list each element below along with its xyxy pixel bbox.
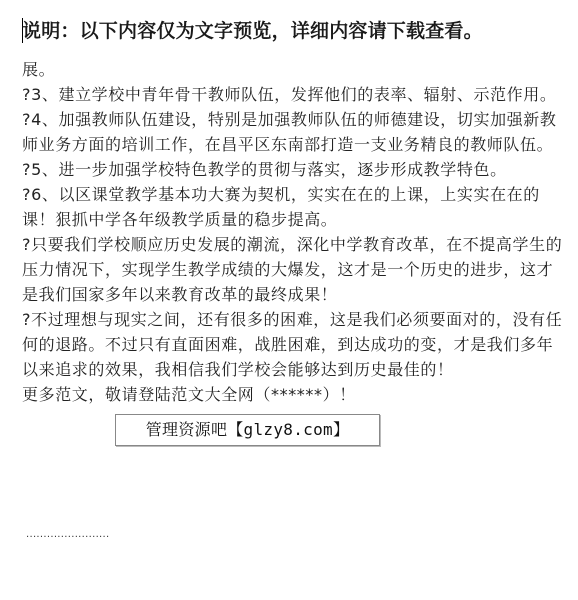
paragraph-more-link: 更多范文，敬请登陆范文大全网（******）！: [22, 385, 356, 404]
paragraph-reform: ?只要我们学校顺应历史发展的潮流，深化中学教育改革，在不提高学生的压力情况下，实现学生教学成绩的大爆发，这才是一个历史的进步，这才是我们国家多年以来教育改革的最终成果！: [22, 235, 563, 304]
dotted-separator: ························: [26, 535, 110, 541]
paragraph-difficulties: ?不过理想与现实之间，还有很多的困难，这是我们必须要面对的，没有任何的退路。不过只有直面困难，战胜困难，到达成功的变，才是我们多年以来追求的效果，我相信我们学校会能够达到历史最佳的！: [22, 310, 563, 379]
paragraph-item-4: ?4、加强教师队伍建设，特别是加强教师队伍的师德建设，切实加强新教师业务方面的培训工作，在昌平区东南部打造一支业务精良的教师队伍。: [22, 110, 557, 154]
paragraph-item-5: ?5、进一步加强学校特色教学的贯彻与落实，逐步形成教学特色。: [22, 160, 507, 179]
paragraph-item-3: ?3、建立学校中青年骨干教师队伍，发挥他们的表率、辐射、示范作用。: [22, 85, 557, 104]
preview-notice: 说明：以下内容仅为文字预览，详细内容请下载查看。: [22, 20, 483, 42]
paragraph-continuation: 展。: [22, 60, 56, 79]
watermark-banner: 管理资源吧【glzy8.com】: [115, 414, 380, 446]
paragraph-item-6: ?6、以区课堂教学基本功大赛为契机，实实在在的上课，上实实在在的课！狠抓中学各年级教学质量的稳步提高。: [22, 185, 540, 229]
document-body: [22, 57, 564, 407]
